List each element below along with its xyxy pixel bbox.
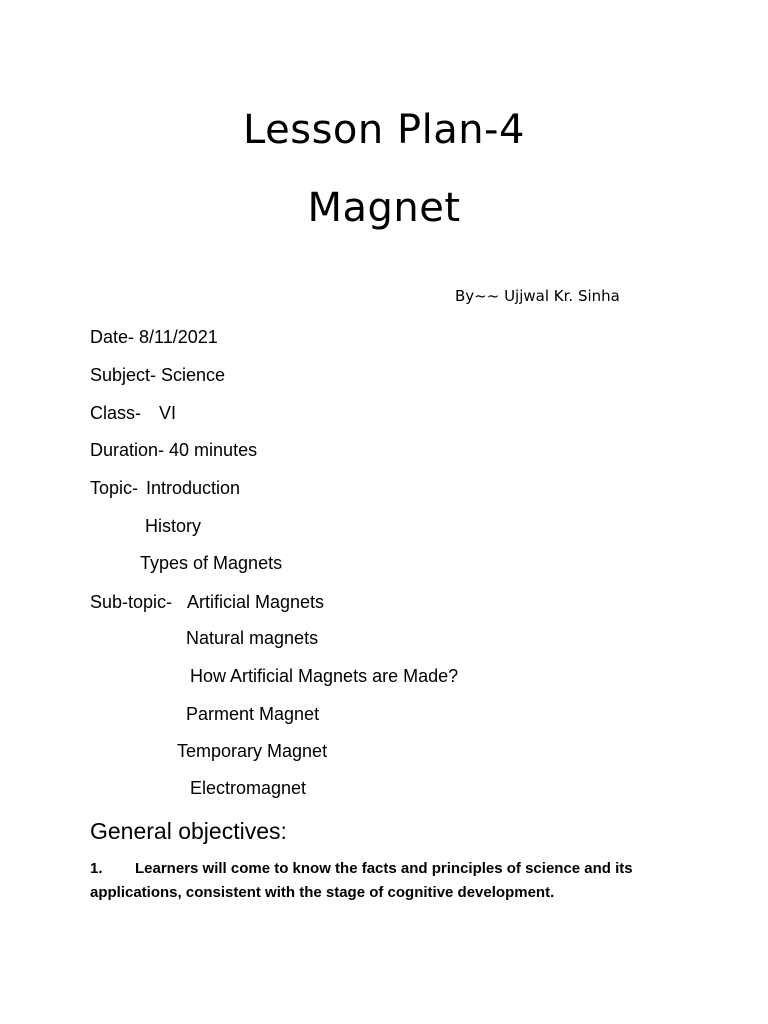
topic-item: Types of Magnets [140,553,283,573]
class-label: Class- [90,403,142,423]
subtopic-item: Natural magnets [186,628,319,648]
subject-line: Subject- Science [90,365,226,385]
objectives-heading: General objectives: [90,818,287,844]
subtopic-label: Sub-topic- [90,592,173,612]
subtopic-item: Parment Magnet [186,704,320,724]
topic-item: History [145,516,202,536]
class-value: VI [159,403,177,423]
subtopic-item: Electromagnet [190,778,307,798]
topic-item: Introduction [146,478,241,498]
document-subtitle: Magnet [307,185,461,231]
topic-label: Topic- [90,478,139,498]
author-byline: By~~ Ujjwal Kr. Sinha [455,287,620,305]
objective-number: 1. [90,860,103,877]
date-line: Date- 8/11/2021 [90,327,218,347]
objective-item [90,857,690,905]
duration-line: Duration- 40 minutes [90,440,258,460]
objective-text: Learners will come to know the facts and principles of science and its applications, consistent with the stage of cognitive development. [90,860,633,901]
document-title: Lesson Plan-4 [243,107,525,153]
subtopic-item: Artificial Magnets [187,592,325,612]
subtopic-item: How Artificial Magnets are Made? [190,666,459,686]
subtopic-item: Temporary Magnet [177,741,328,761]
